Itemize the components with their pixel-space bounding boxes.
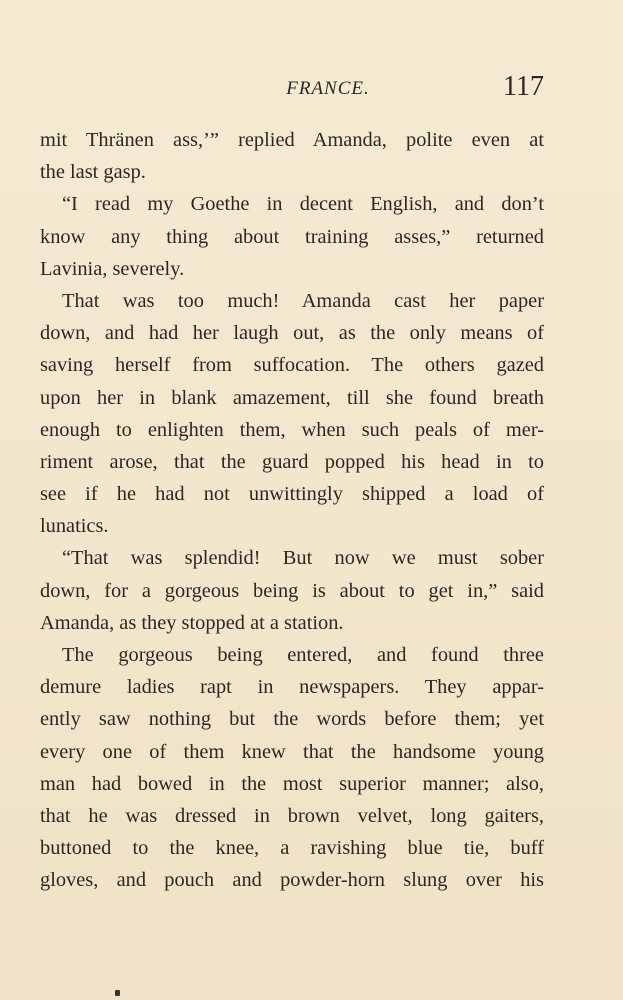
text-line: enough to enlighten them, when such peals of mer- xyxy=(40,418,544,441)
text-line: that he was dressed in brown velvet, long gaiters, xyxy=(40,804,544,827)
text-line: mit Thränen ass,’” replied Amanda, polite even at xyxy=(40,129,544,151)
text-line: riment arose, that the guard popped his head in to xyxy=(40,450,544,473)
text-line: The gorgeous being entered, and found three xyxy=(62,644,544,666)
text-line: down, and had her laugh out, as the only means of xyxy=(40,322,544,345)
text-line: see if he had not unwittingly shipped a load of xyxy=(40,483,544,506)
text-line: buttoned to the knee, a ravishing blue tie, buff xyxy=(40,837,544,860)
text-line: know any thing about training asses,” returned xyxy=(40,225,544,248)
text-line: Amanda, as they stopped at a station. xyxy=(40,611,344,634)
text-line: lunatics. xyxy=(40,515,109,538)
text-line: “I read my Goethe in decent English, and don’t xyxy=(62,193,544,216)
text-line: ently saw nothing but the words before them; yet xyxy=(40,708,544,731)
print-speck xyxy=(115,990,120,996)
text-line: down, for a gorgeous being is about to get in,” said xyxy=(40,579,544,602)
text-line: man had bowed in the most superior manner; also, xyxy=(40,772,544,795)
text-line: upon her in blank amazement, till she found breath xyxy=(40,386,544,409)
running-title: FRANCE. xyxy=(286,78,370,99)
text-line: saving herself from suffocation. The others gazed xyxy=(40,354,544,377)
body-text xyxy=(40,124,544,897)
text-line: Lavinia, severely. xyxy=(40,257,185,280)
running-head xyxy=(40,70,544,104)
text-line: every one of them knew that the handsome young xyxy=(40,740,544,763)
text-line: “That was splendid! But now we must sober xyxy=(62,547,544,570)
text-line: gloves, and pouch and powder-horn slung over his xyxy=(40,869,544,892)
text-line: demure ladies rapt in newspapers. They appar- xyxy=(40,676,544,699)
page-number: 117 xyxy=(503,71,544,102)
text-line: the last gasp. xyxy=(40,161,146,184)
text-line: That was too much! Amanda cast her paper xyxy=(62,289,544,312)
